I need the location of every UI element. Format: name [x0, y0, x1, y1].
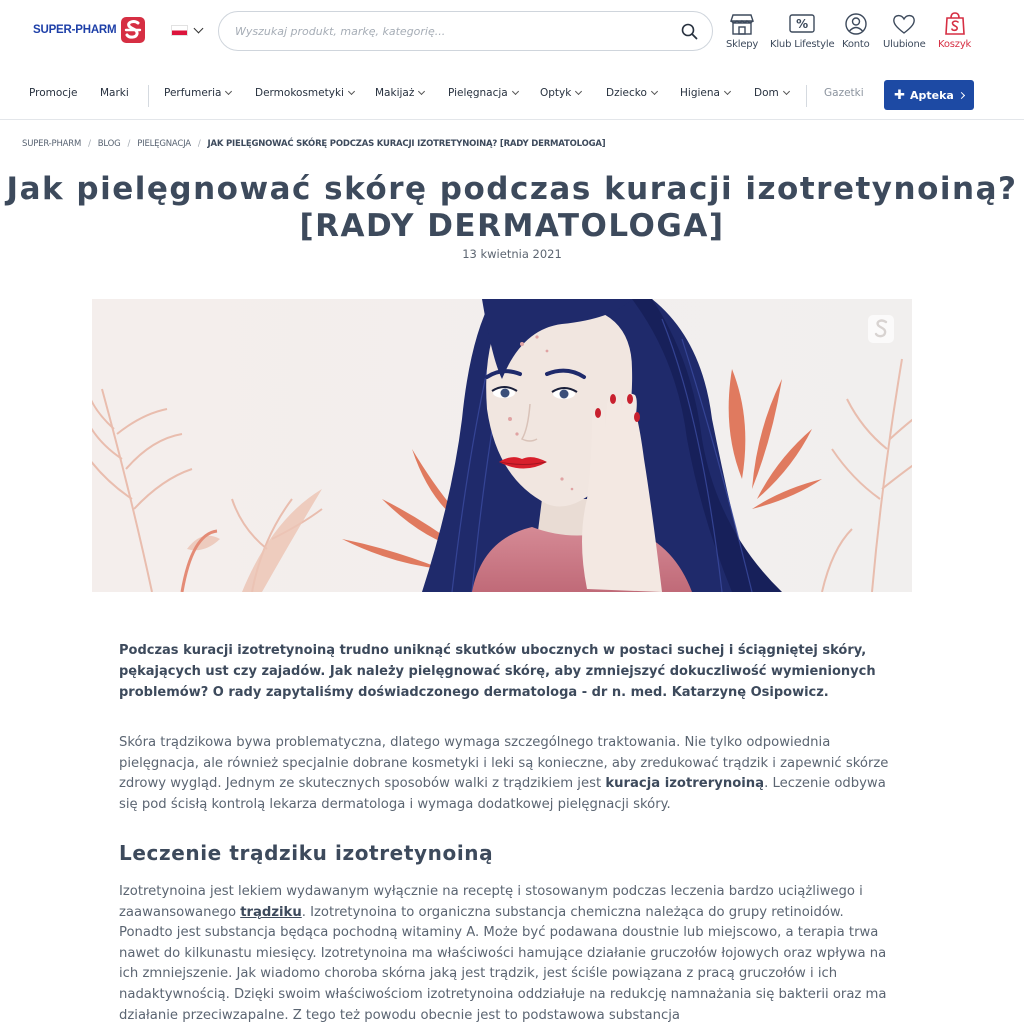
main-navigation [0, 68, 1024, 120]
chevron-down-icon [783, 88, 790, 95]
breadcrumb-category[interactable]: PIELĘGNACJA [137, 139, 191, 149]
svg-text:%: % [796, 17, 809, 31]
logo-text: SUPER-PHARM [33, 24, 117, 36]
article-paragraph [119, 733, 889, 815]
stores-button[interactable] [726, 12, 758, 50]
woman-illustration [92, 299, 912, 592]
nav-divider [806, 85, 807, 107]
paragraph-text: . Izotretynoina to organiczna substancja chemiczna należąca do grupy retinoidów. Ponadto jest substancja będąca pochodną witaminy A. Może być podawana doustnie lub miejscowo, a terapia trwa nawet do kilkunastu miesięcy. Izotretynoina ma właściwości hamujące działanie gruczołów łojowych oraz wpływa na ich zmniejszenie. Jak wiadomo choroba skórna jaką jest trądzik, jest ściśle powiązana z pracą gruczołów i ich nadaktywnością. Dzięki swoim właściwościom izotretynoina oddziałuje na redukcję namnażania się bakterii oraz ma działanie przeciwzapalne. Z tego też powodu obecnie jest to podstawowa substancja [119, 904, 887, 1023]
nav-gazetki[interactable] [824, 87, 864, 99]
nav-makijaz[interactable] [375, 87, 424, 99]
hero-illustration [92, 299, 912, 592]
nav-label: Promocje [29, 87, 78, 99]
chevron-down-icon [225, 88, 232, 95]
store-icon [729, 12, 755, 36]
cart-label: Koszyk [938, 39, 972, 50]
cart-button[interactable] [938, 12, 971, 50]
nav-divider [148, 85, 149, 107]
nav-higiena[interactable] [680, 87, 730, 99]
article-lead: Podczas kuracji izotretynoiną trudno uniknąć skutków ubocznych w postaci suchej i ściągniętej skóry, pękających ust czy zajadów. Jak należy pielęgnować skórę, aby zmniejszyć dokuczliwość wymienionych problemów? O rady zapytaliśmy doświadczonego dermatologa - dr n. med. Katarzynę Osipowicz. [119, 643, 876, 700]
nav-pielegnacja[interactable] [448, 87, 518, 99]
breadcrumb-separator: / [197, 139, 201, 149]
nav-label: Higiena [680, 87, 720, 99]
apteka-label: Apteka [910, 88, 954, 102]
nav-dermokosmetyki[interactable] [255, 87, 354, 99]
nav-perfumeria[interactable] [164, 87, 231, 99]
nav-label: Dziecko [606, 87, 647, 99]
title-line-1: Jak pielęgnować skórę podczas kuracji izotretynoiną? [6, 171, 1018, 207]
page-title [0, 171, 1024, 245]
club-lifestyle-button[interactable] [770, 12, 834, 50]
breadcrumb [22, 139, 605, 149]
club-lifestyle-label: Klub Lifestyle [770, 39, 835, 50]
breadcrumb-blog[interactable]: BLOG [97, 139, 121, 149]
chevron-down-icon [418, 88, 425, 95]
nav-label: Dom [754, 87, 779, 99]
logo-s-icon [120, 16, 146, 44]
article-paragraph [119, 882, 889, 1024]
language-selector[interactable] [171, 25, 202, 36]
super-pharm-logo[interactable] [33, 16, 146, 44]
poland-flag-icon [171, 25, 188, 36]
nav-label: Dermokosmetyki [255, 87, 344, 99]
tradzik-link[interactable]: trądziku [240, 904, 302, 920]
account-label: Konto [842, 39, 870, 50]
search-bar [218, 11, 713, 51]
top-bar [0, 0, 1024, 68]
nav-label: Marki [100, 87, 129, 99]
chevron-down-icon [724, 88, 731, 95]
apteka-button[interactable] [884, 80, 974, 110]
publish-date: 13 kwietnia 2021 [462, 247, 562, 261]
paragraph-text: Izotretynoina jest lekiem wydawanym wyłącznie na receptę i stosowanym podczas leczenia bardzo uciążliwego i zaawansowanego [119, 884, 863, 920]
chevron-right-icon [958, 91, 965, 98]
search-input[interactable] [235, 25, 681, 38]
breadcrumb-home[interactable]: SUPER-PHARM [22, 139, 82, 149]
nav-label: Gazetki [824, 87, 864, 99]
user-icon [843, 12, 869, 36]
nav-label: Pielęgnacja [448, 87, 508, 99]
search-icon[interactable] [681, 23, 698, 40]
paragraph-text: Skóra trądzikowa bywa problematyczna, dlatego wymaga szczególnego traktowania. Nie tylko odpowiednia pielęgnacja, ale również specjalnie dobrane kosmetyki i leki są konieczne, aby zredukować trądzik i zapewnić skórze zdrowy wygląd. Jednym ze skutecznych sposobów walki z trądzikiem jest [119, 735, 889, 792]
breadcrumb-current: JAK PIELĘGNOWAĆ SKÓRĘ PODCZAS KURACJI IZOTRETYNOINĄ? [RADY DERMATOLOGA] [207, 139, 606, 149]
title-line-2: [RADY DERMATOLOGA] [299, 208, 725, 244]
bold-term: kuracja izotrerynoiną [605, 776, 765, 792]
percent-icon [789, 12, 815, 36]
favorites-label: Ulubione [883, 39, 926, 50]
cart-icon [942, 12, 968, 36]
chevron-down-icon [651, 88, 658, 95]
chevron-down-icon [512, 88, 519, 95]
nav-optyk[interactable] [540, 87, 581, 99]
nav-marki[interactable] [100, 87, 129, 99]
nav-dom[interactable] [754, 87, 789, 99]
nav-promocje[interactable] [29, 87, 77, 99]
chevron-down-icon [348, 88, 355, 95]
account-button[interactable] [842, 12, 870, 50]
plus-icon: ✚ [894, 87, 906, 103]
stores-label: Sklepy [726, 39, 759, 50]
breadcrumb-separator: / [88, 139, 91, 149]
heart-icon [891, 12, 917, 36]
nav-label: Perfumeria [164, 87, 222, 99]
section-heading: Leczenie trądziku izotretynoiną [119, 841, 494, 865]
nav-dziecko[interactable] [606, 87, 657, 99]
breadcrumb-separator: / [127, 139, 131, 149]
paragraph-text: . Leczenie odbywa się pod ścisłą kontrolą lekarza dermatologa i wymaga dodatkowej pielęgnacji skóry. [119, 776, 886, 812]
article-body [119, 640, 889, 1023]
favorites-button[interactable] [883, 12, 926, 50]
nav-label: Makijaż [375, 87, 415, 99]
nav-label: Optyk [540, 87, 572, 99]
chevron-down-icon [575, 88, 582, 95]
chevron-down-icon [194, 24, 204, 34]
